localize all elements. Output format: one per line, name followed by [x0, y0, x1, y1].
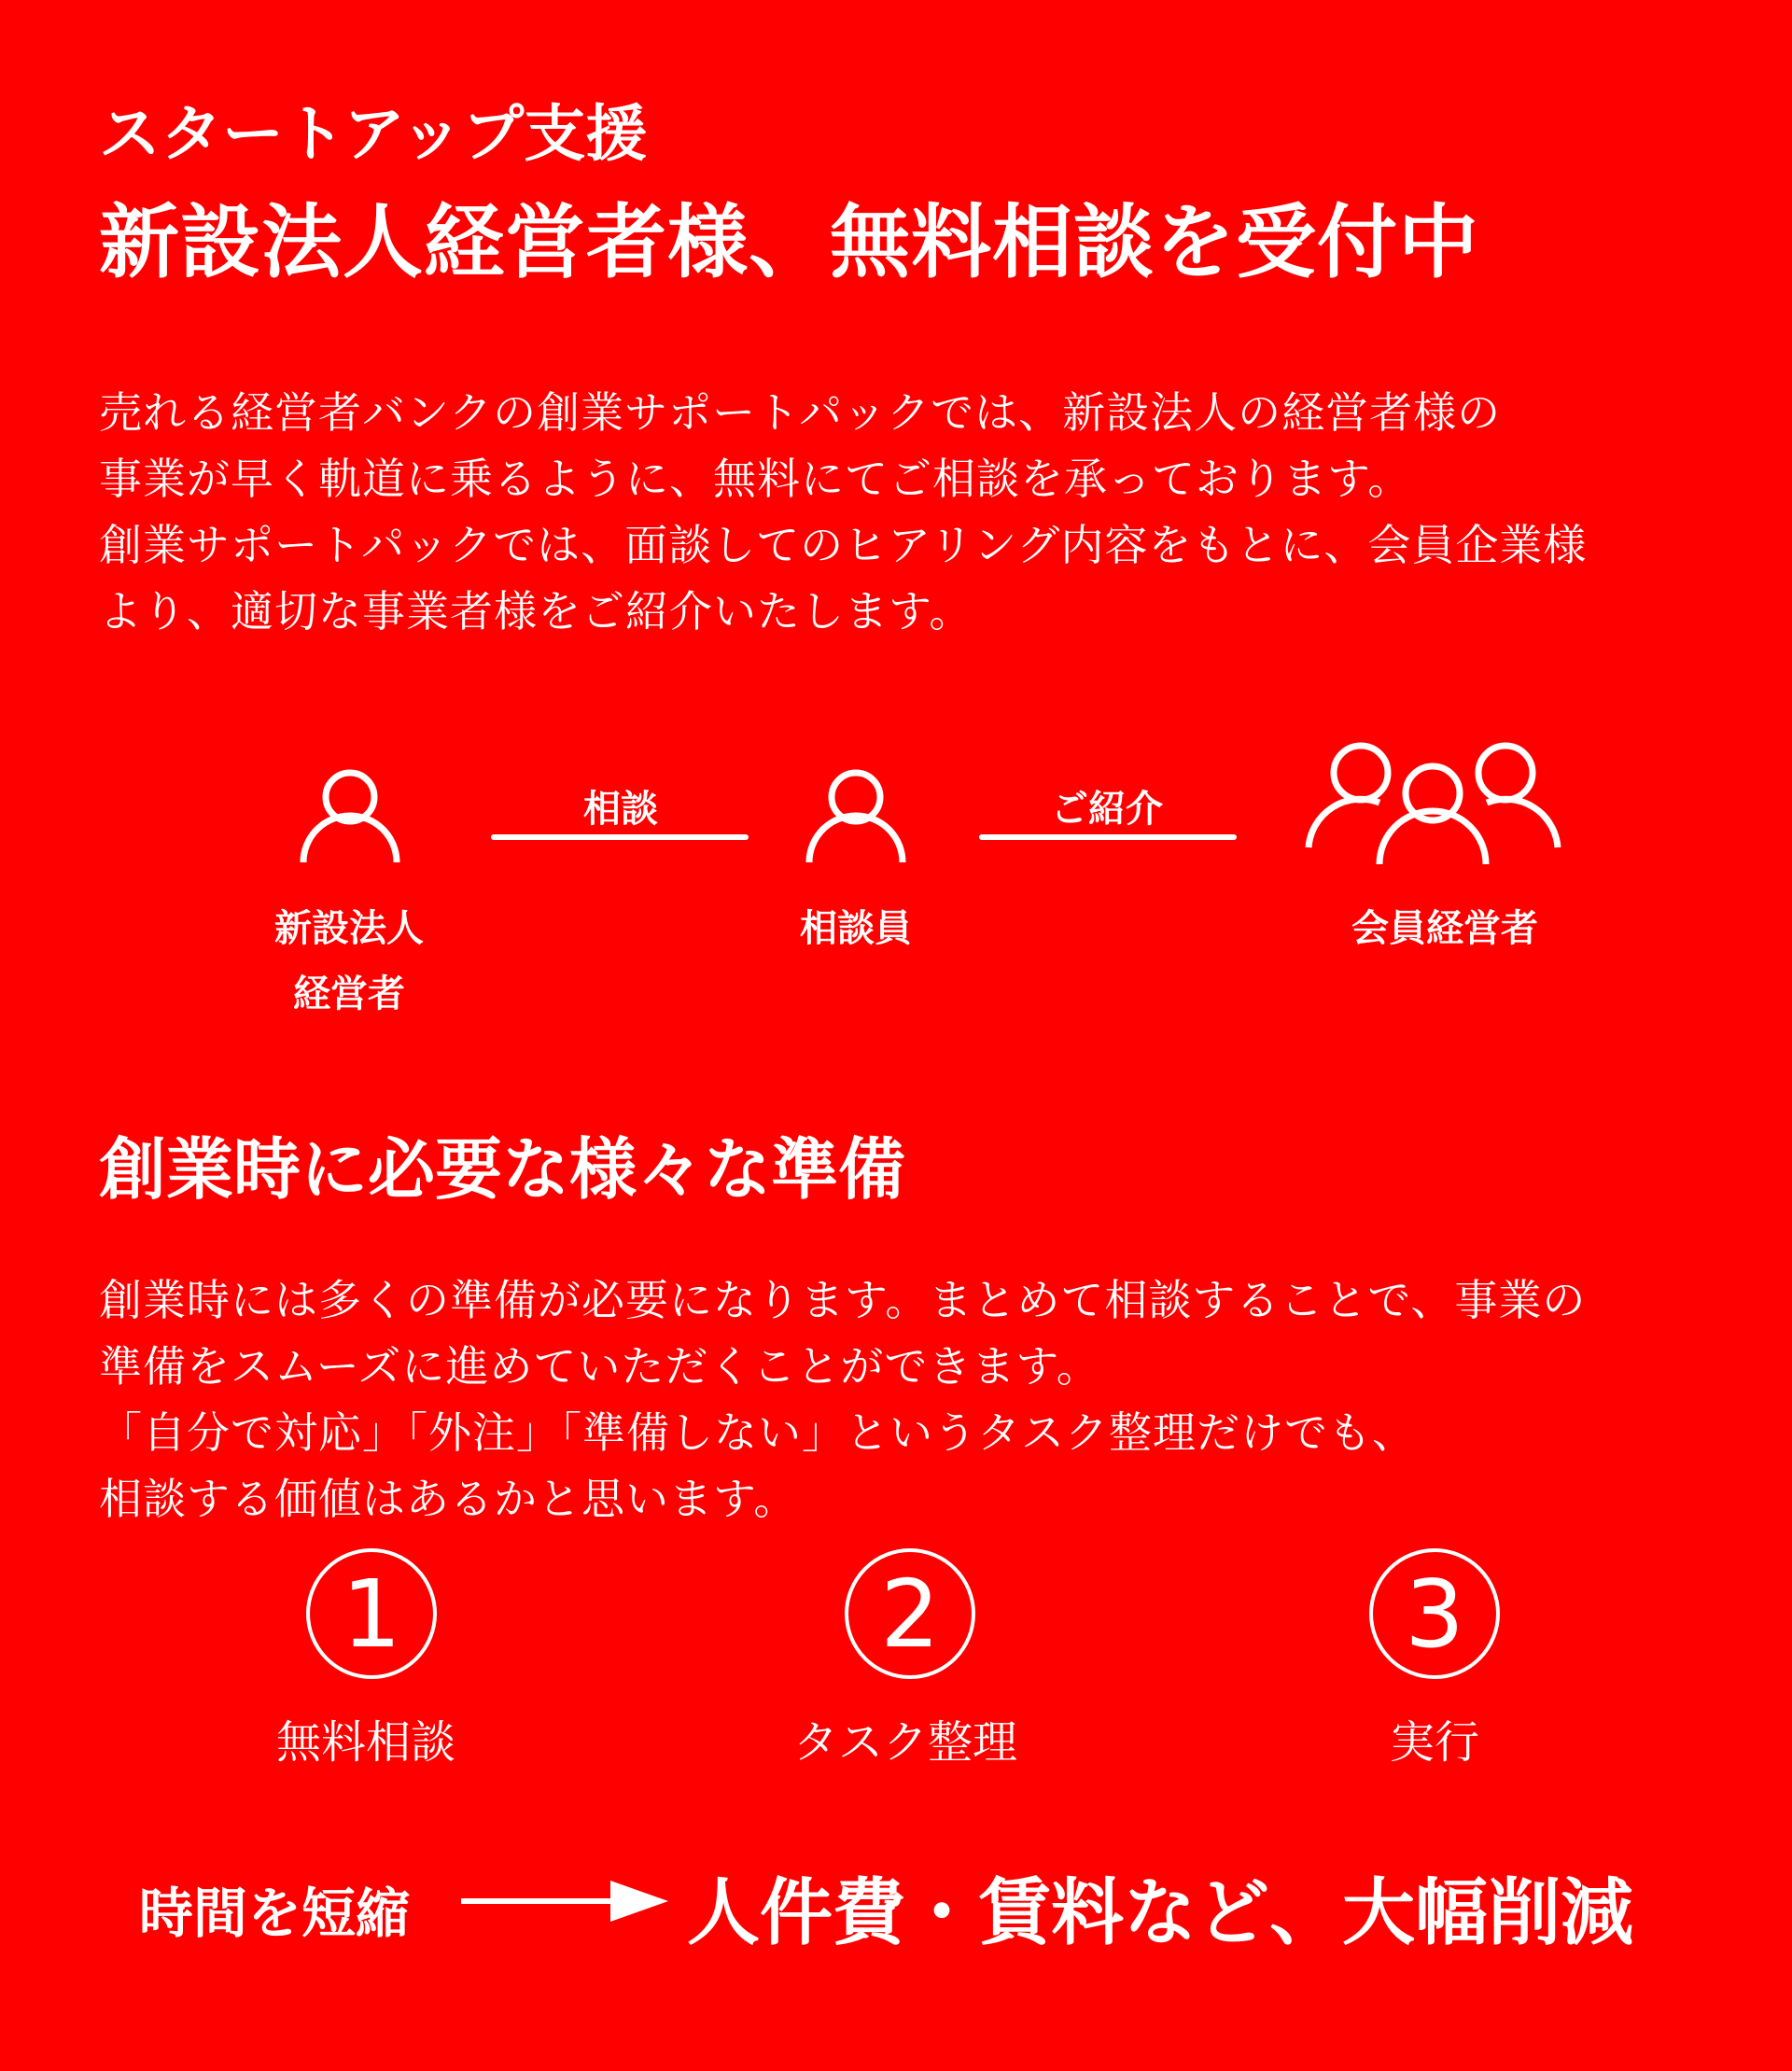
intro-line: 創業サポートパックでは、面談してのヒアリング内容をもとに、会員企業様 — [99, 520, 1588, 570]
subtitle: スタートアップ支援 — [99, 98, 648, 170]
connector-line — [979, 834, 1237, 840]
result-cause: 時間を短縮 — [139, 1882, 411, 1945]
page-title: 新設法人経営者様、無料相談を受付中 — [99, 196, 1479, 289]
node-label — [800, 896, 912, 961]
result-effect: 人件費・賃料など、大幅削減 — [687, 1871, 1634, 1955]
intro-line: 売れる経営者バンクの創業サポートパックでは、新設法人の経営者様の — [99, 387, 1502, 438]
group-icon — [1305, 737, 1561, 868]
step-number-1: 1 — [306, 1548, 437, 1679]
node-label-line: 会員経営者 — [1351, 907, 1538, 950]
step-number-3: 3 — [1369, 1548, 1500, 1679]
step-label: 無料相談 — [275, 1716, 456, 1769]
person-icon — [805, 765, 907, 868]
edge-label: ご紹介 — [1051, 788, 1163, 831]
node-label — [274, 896, 424, 1027]
prep-line: 相談する価値はあるかと思います。 — [99, 1474, 798, 1524]
step-label: 実行 — [1389, 1716, 1480, 1769]
section-heading: 創業時に必要な様々な準備 — [99, 1130, 906, 1209]
step-label: タスク整理 — [792, 1716, 1018, 1769]
node-label-line: 相談員 — [800, 907, 912, 950]
step-number-2: 2 — [845, 1548, 975, 1679]
node-label — [1351, 896, 1538, 961]
node-label-line: 経営者 — [293, 973, 405, 1015]
intro-line: 事業が早く軌道に乗るように、無料にてご相談を承っております。 — [99, 454, 1412, 504]
prep-line: 「自分で対応」「外注」「準備しない」というタスク整理だけでも、 — [99, 1407, 1416, 1458]
intro-text — [99, 380, 1587, 645]
person-icon — [299, 765, 401, 868]
node-label-line: 新設法人 — [274, 907, 424, 950]
prep-line: 準備をスムーズに進めていただくことができます。 — [99, 1341, 1100, 1392]
preparation-text — [99, 1267, 1586, 1532]
prep-line: 創業時には多くの準備が必要になります。まとめて相談することで、事業の — [99, 1275, 1587, 1325]
edge-label: 相談 — [583, 788, 658, 831]
connector-line — [491, 834, 749, 840]
intro-line: より、適切な事業者様をご紹介いたします。 — [99, 586, 973, 637]
arrow-right-icon — [461, 1878, 668, 1924]
